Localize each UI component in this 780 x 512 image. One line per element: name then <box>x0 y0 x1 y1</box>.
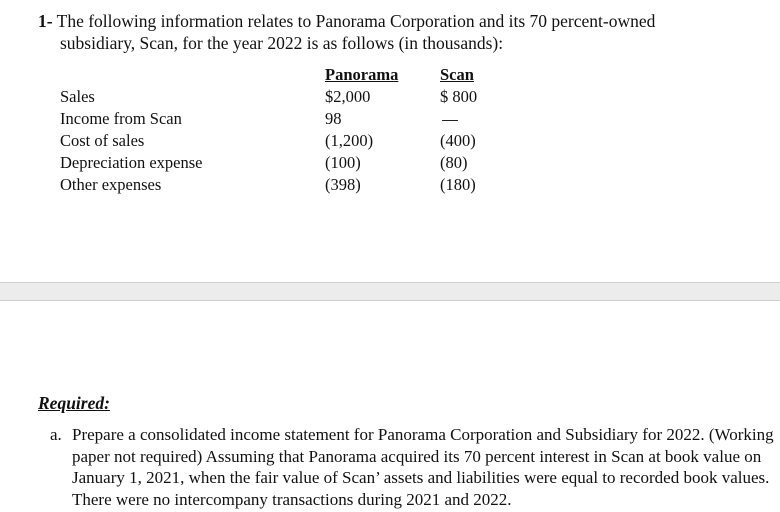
required-list <box>50 424 775 510</box>
item-marker: a. <box>50 425 62 444</box>
panorama-value: (398) <box>325 175 361 194</box>
row-label: Depreciation expense <box>60 153 203 172</box>
scan-value: (400) <box>440 131 476 150</box>
page-divider <box>0 282 780 301</box>
panorama-value: (1,200) <box>325 131 374 150</box>
item-text: Prepare a consolidated income statement for Panorama Corporation and Subsidiary for 2022. (Working paper not required) Assuming that Panorama acquired its 70 percent interest in Scan at book value on January 1, 2021, when the fair value of Scan’ assets and liabilities were equal to recorded book values. There were no intercompany transactions during 2021 and 2022. <box>72 425 774 509</box>
required-heading: Required: <box>38 393 110 413</box>
problem-number: 1- <box>38 11 53 31</box>
problem-line-1 <box>38 10 738 32</box>
panorama-value: 98 <box>325 109 342 128</box>
row-label: Other expenses <box>60 175 162 194</box>
header-panorama: Panorama <box>325 65 399 84</box>
scan-value: (80) <box>440 153 468 172</box>
required-item-a <box>50 424 775 510</box>
problem-statement <box>38 10 738 54</box>
row-label: Income from Scan <box>60 109 182 128</box>
dash-mark <box>442 120 458 121</box>
problem-text-line-2: subsidiary, Scan, for the year 2022 is as follows (in thousands): <box>60 33 504 53</box>
scan-value-dash <box>440 108 458 130</box>
header-scan: Scan <box>440 65 474 84</box>
panorama-value: $2,000 <box>325 87 371 106</box>
problem-text-line-1: The following information relates to Panorama Corporation and its 70 percent-owned <box>52 11 656 31</box>
scan-value: $ 800 <box>440 87 478 106</box>
row-label: Sales <box>60 87 95 106</box>
row-label: Cost of sales <box>60 131 145 150</box>
scan-value: (180) <box>440 175 476 194</box>
panorama-value: (100) <box>325 153 361 172</box>
